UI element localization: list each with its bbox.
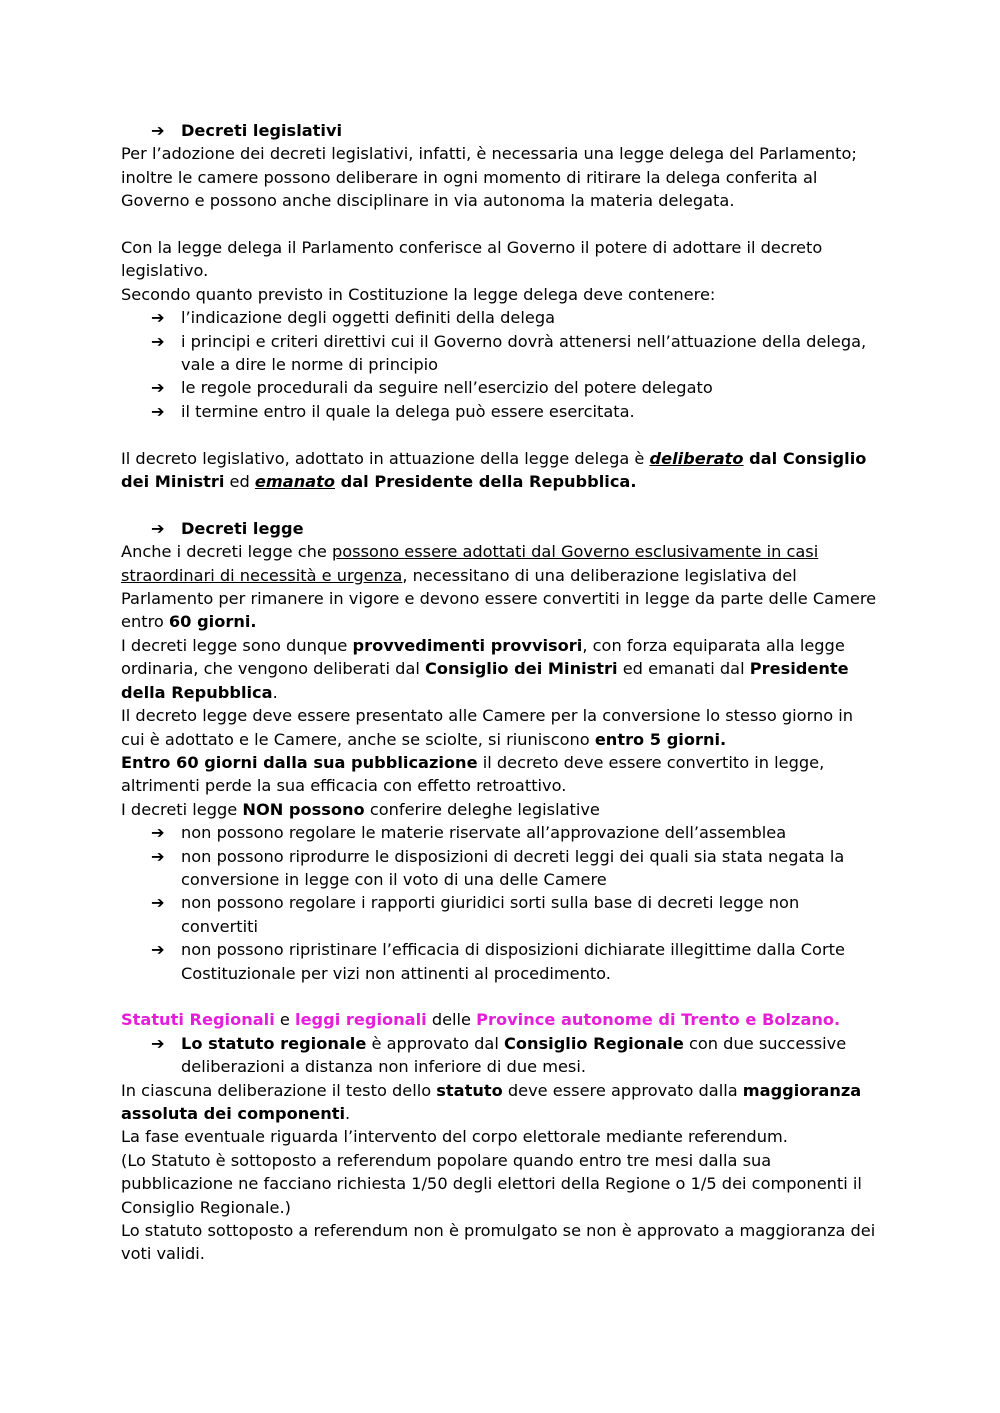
arrow-icon: ➔	[151, 823, 165, 843]
paragraph: Entro 60 giorni dalla sua pubblicazione il decreto deve essere convertito in legge, altrimenti perde la sua efficacia con effetto retroattivo.	[121, 752, 825, 796]
list-item: ➔ l’indicazione degli oggetti definiti della delega	[121, 306, 881, 329]
document-page	[121, 119, 881, 1266]
arrow-icon: ➔	[151, 518, 165, 538]
heading-decreti-legge: ➔ Decreti legge	[121, 517, 881, 540]
list-item: ➔ le regole procedurali da seguire nell’esercizio del potere delegato	[121, 376, 881, 399]
list-item: ➔ non possono ripristinare l’efficacia di disposizioni dichiarate illegittime dalla Corte Costituzionale per vizi non attinenti al procedimento.	[151, 940, 845, 983]
paragraph: (Lo Statuto è sottoposto a referendum popolare quando entro tre mesi dalla sua pubblicazione ne facciano richiesta 1/50 degli elettori della Regione o 1/5 dei componenti il Consiglio Regionale.)	[121, 1150, 862, 1217]
list-item: ➔ non possono riprodurre le disposizioni di decreti leggi dei quali sia stata negata la conversione in legge con il voto di una delle Camere	[151, 846, 845, 889]
paragraph: In ciascuna deliberazione il testo dello statuto deve essere approvato dalla maggioranza assoluta dei componenti.	[121, 1080, 862, 1123]
paragraph: Anche i decreti legge che possono essere adottati dal Governo esclusivamente in casi straordinari di necessità e urgenza, necessitano di una deliberazione legislativa del Parlamento per rimanere in vigore e devono essere convertiti in legge da parte delle Camere entro 60 giorni.	[121, 542, 877, 632]
arrow-icon: ➔	[151, 331, 165, 351]
paragraph: Lo statuto sottoposto a referendum non è promulgato se non è approvato a maggioranza dei voti validi.	[121, 1221, 876, 1264]
list-item: ➔ il termine entro il quale la delega può essere esercitata.	[121, 400, 881, 423]
arrow-icon: ➔	[151, 401, 165, 421]
arrow-icon: ➔	[151, 846, 165, 866]
arrow-icon: ➔	[151, 1033, 165, 1053]
arrow-icon: ➔	[151, 308, 165, 328]
list-item: ➔ Lo statuto regionale è approvato dal Consiglio Regionale con due successive deliberazioni a distanza non inferiore di due mesi.	[151, 1033, 847, 1077]
list-item: ➔ i principi e criteri direttivi cui il Governo dovrà attenersi nell’attuazione della delega, vale a dire le norme di principio	[151, 331, 867, 375]
heading-decreti-legislativi: ➔ Decreti legislativi	[121, 119, 881, 142]
list-item: ➔ non possono regolare le materie riservate all’approvazione dell’assemblea	[121, 821, 881, 844]
heading-statuti-regionali: Statuti Regionali e leggi regionali delle Province autonome di Trento e Bolzano.	[121, 1010, 841, 1030]
list-item: ➔ non possono regolare i rapporti giuridici sorti sulla base di decreti legge non convertiti	[151, 893, 800, 936]
paragraph: La fase eventuale riguarda l’intervento del corpo elettorale mediante referendum.	[121, 1127, 788, 1147]
paragraph: Con la legge delega il Parlamento conferisce al Governo il potere di adottare il decreto legislativo.	[121, 238, 823, 281]
paragraph: I decreti legge sono dunque provvedimenti provvisori, con forza equiparata alla legge ordinaria, che vengono deliberati dal Consiglio dei Ministri ed emanati dal Presidente della Repubblica.	[121, 635, 849, 702]
arrow-icon: ➔	[151, 940, 165, 960]
paragraph: Per l’adozione dei decreti legislativi, infatti, è necessaria una legge delega del Parlamento; inoltre le camere possono deliberare in ogni momento di ritirare la delega conferita al Governo e possono anche disciplinare in via autonoma la materia delegata.	[121, 144, 857, 211]
arrow-icon: ➔	[151, 893, 165, 913]
paragraph: Il decreto legislativo, adottato in attuazione della legge delega è deliberato dal Consiglio dei Ministri ed emanato dal Presidente della Repubblica.	[121, 448, 867, 492]
arrow-icon: ➔	[151, 378, 165, 398]
paragraph: Secondo quanto previsto in Costituzione la legge delega deve contenere:	[121, 284, 716, 304]
paragraph: Il decreto legge deve essere presentato alle Camere per la conversione lo stesso giorno in cui è adottato e le Camere, anche se sciolte, si riuniscono entro 5 giorni.	[121, 706, 854, 749]
arrow-icon: ➔	[151, 121, 165, 140]
paragraph: I decreti legge NON possono conferire deleghe legislative	[121, 799, 600, 819]
